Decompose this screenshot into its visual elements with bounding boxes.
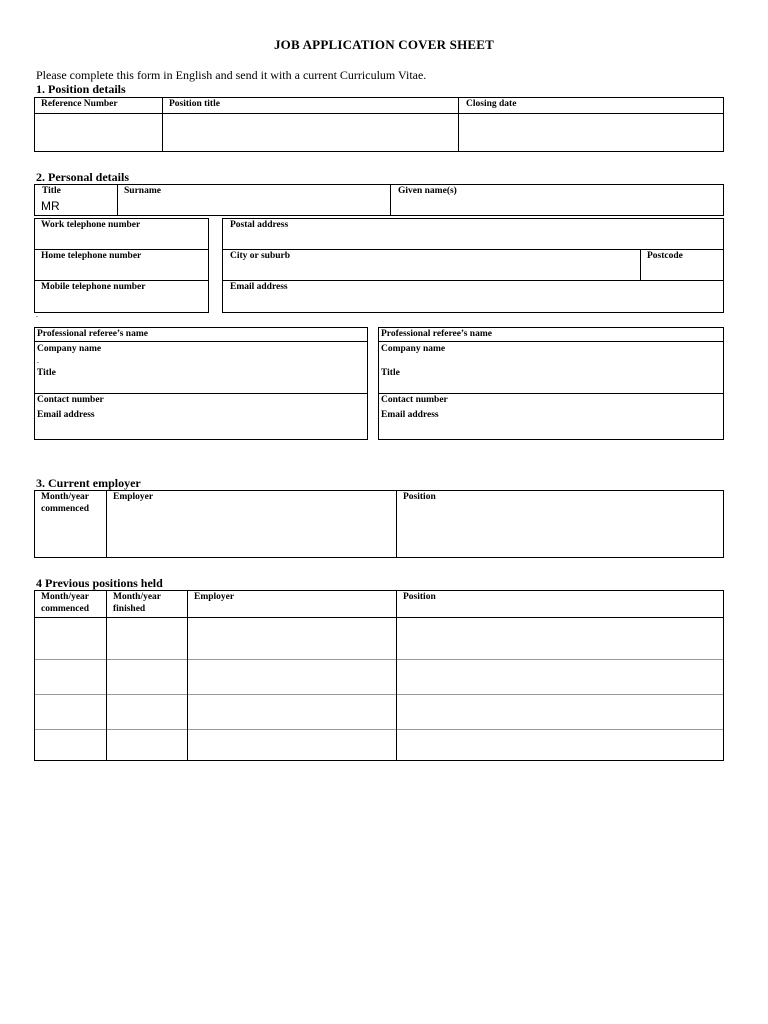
prev-finished-label-2: finished <box>113 604 146 614</box>
page-title: JOB APPLICATION COVER SHEET <box>273 37 495 52</box>
postal-address-field[interactable] <box>224 232 722 248</box>
section-personal-details: 2. Personal details <box>36 170 129 184</box>
prev-row-1-employer[interactable] <box>190 619 394 658</box>
month-commenced-label-2: commenced <box>41 504 90 514</box>
email-field[interactable] <box>224 294 722 311</box>
divider <box>34 249 209 250</box>
employer-label: Employer <box>113 492 154 502</box>
referee-1-contact-label: Contact number <box>37 395 104 405</box>
divider <box>222 280 724 281</box>
divider <box>187 590 188 761</box>
work-phone-field[interactable] <box>36 232 207 248</box>
city-suburb-label: City or suburb <box>230 251 291 261</box>
reference-number-field[interactable] <box>36 116 160 150</box>
prev-row-3-position[interactable] <box>399 696 722 728</box>
divider <box>35 729 723 730</box>
divider <box>35 659 723 660</box>
divider <box>34 617 724 618</box>
referee-1-name-label: Professional referee’s name <box>37 329 148 339</box>
divider <box>458 97 459 152</box>
divider <box>390 184 391 216</box>
referee-1-title-label: Title <box>37 368 56 378</box>
closing-date-field[interactable] <box>461 116 722 150</box>
divider <box>640 249 641 281</box>
work-phone-label: Work telephone number <box>41 220 141 230</box>
title-label: Title <box>42 186 61 196</box>
reference-number-label: Reference Number <box>41 99 118 109</box>
mobile-phone-label: Mobile telephone number <box>41 282 146 292</box>
divider <box>34 113 724 114</box>
prev-employer-label: Employer <box>194 592 235 602</box>
divider <box>396 490 397 558</box>
postcode-field[interactable] <box>643 263 722 279</box>
prev-row-4-position[interactable] <box>399 731 722 759</box>
referee-1-name-field[interactable] <box>190 329 366 340</box>
referee-2-name-field[interactable] <box>534 329 722 340</box>
divider <box>117 184 118 216</box>
referee-2-name-label: Professional referee’s name <box>381 329 492 339</box>
stray-mark: . <box>37 356 39 365</box>
referee-1-company-label: Company name <box>37 344 102 354</box>
stray-mark: . <box>36 310 38 319</box>
given-names-field[interactable] <box>393 197 722 214</box>
referee-2-email-label: Email address <box>381 410 439 420</box>
prev-row-2-finished[interactable] <box>109 661 185 693</box>
divider <box>162 97 163 152</box>
prev-row-3-finished[interactable] <box>109 696 185 728</box>
email-label: Email address <box>230 282 288 292</box>
section-position-details: 1. Position details <box>36 82 126 96</box>
prev-position-label: Position <box>403 592 436 602</box>
home-phone-label: Home telephone number <box>41 251 142 261</box>
surname-label: Surname <box>124 186 161 196</box>
prev-row-2-employer[interactable] <box>190 661 394 693</box>
divider <box>378 341 724 342</box>
divider <box>34 393 368 394</box>
divider <box>35 694 723 695</box>
referee-2-title-label: Title <box>381 368 400 378</box>
current-employer-field[interactable] <box>109 505 394 556</box>
referee-2-contact-label: Contact number <box>381 395 448 405</box>
section-current-employer: 3. Current employer <box>36 476 141 490</box>
postal-address-label: Postal address <box>230 220 289 230</box>
current-position-field[interactable] <box>399 505 722 556</box>
intro-text: Please complete this form in English and send it with a current Curriculum Vitae. <box>36 68 427 82</box>
city-suburb-field[interactable] <box>224 263 638 279</box>
prev-row-2-position[interactable] <box>399 661 722 693</box>
position-title-label: Position title <box>169 99 220 109</box>
mobile-phone-field[interactable] <box>36 294 207 311</box>
prev-commenced-label-2: commenced <box>41 604 90 614</box>
prev-row-3-commenced[interactable] <box>36 696 104 728</box>
referee-2-company-label: Company name <box>381 344 446 354</box>
given-names-label: Given name(s) <box>398 186 457 196</box>
prev-row-1-commenced[interactable] <box>36 619 104 658</box>
prev-row-4-finished[interactable] <box>109 731 185 759</box>
prev-row-4-employer[interactable] <box>190 731 394 759</box>
divider <box>34 341 368 342</box>
prev-row-1-finished[interactable] <box>109 619 185 658</box>
title-value[interactable]: MR <box>41 199 60 213</box>
divider <box>222 249 724 250</box>
postcode-label: Postcode <box>647 251 683 261</box>
position-label: Position <box>403 492 436 502</box>
prev-finished-label: Month/year <box>113 592 162 602</box>
prev-row-2-commenced[interactable] <box>36 661 104 693</box>
divider <box>34 280 209 281</box>
divider <box>378 393 724 394</box>
referee-1-email-label: Email address <box>37 410 95 420</box>
divider <box>106 590 107 761</box>
prev-commenced-label: Month/year <box>41 592 90 602</box>
prev-row-4-commenced[interactable] <box>36 731 104 759</box>
position-title-field[interactable] <box>165 116 456 150</box>
home-phone-field[interactable] <box>36 263 207 279</box>
prev-row-1-position[interactable] <box>399 619 722 658</box>
divider <box>106 490 107 558</box>
month-commenced-label: Month/year <box>41 492 90 502</box>
current-commenced-field[interactable] <box>36 518 104 556</box>
prev-row-3-employer[interactable] <box>190 696 394 728</box>
closing-date-label: Closing date <box>466 99 517 109</box>
divider <box>396 590 397 761</box>
surname-field[interactable] <box>120 197 388 214</box>
section-previous-positions: 4 Previous positions held <box>36 576 163 590</box>
